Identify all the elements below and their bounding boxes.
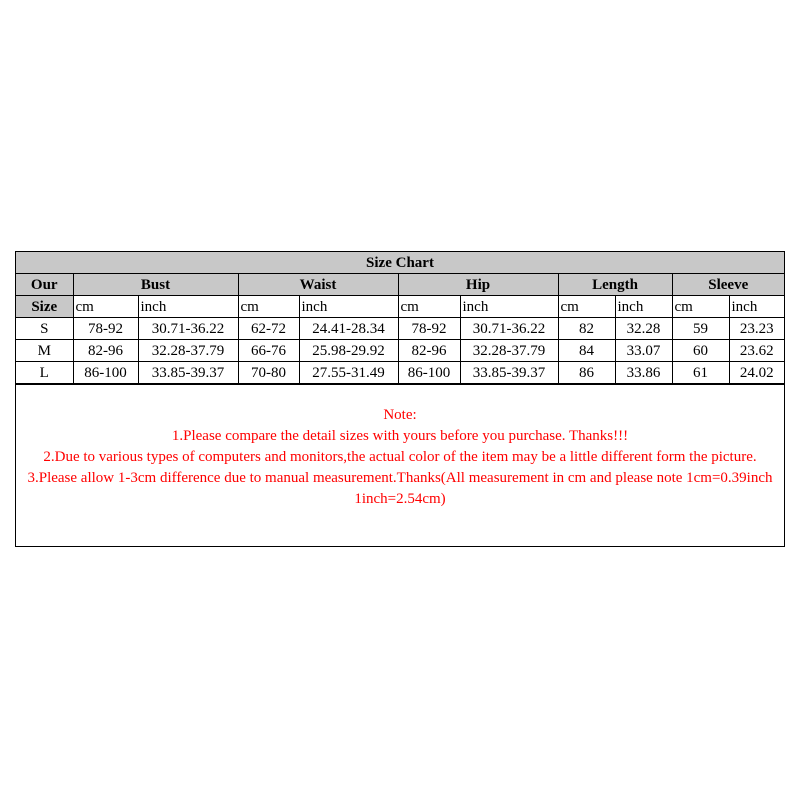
group-waist: Waist xyxy=(238,274,398,296)
unit-cm: cm xyxy=(558,296,615,318)
note-line-2: 2.Due to various types of computers and monitors,the actual color of the item may be a little different form the picture. xyxy=(43,449,757,465)
notes-section xyxy=(16,384,784,546)
unit-cm: cm xyxy=(672,296,729,318)
table-cell: 86-100 xyxy=(73,362,138,384)
unit-inch: inch xyxy=(729,296,784,318)
table-cell: 25.98-29.92 xyxy=(299,340,398,362)
table-cell: 30.71-36.22 xyxy=(138,318,238,340)
table-cell: 32.28-37.79 xyxy=(138,340,238,362)
our-size-bottom: Size xyxy=(16,296,73,318)
table-cell: 62-72 xyxy=(238,318,299,340)
table-cell: 78-92 xyxy=(73,318,138,340)
chart-title: Size Chart xyxy=(16,252,784,274)
table-cell: 33.07 xyxy=(615,340,672,362)
unit-cm: cm xyxy=(238,296,299,318)
table-cell: 33.85-39.37 xyxy=(460,362,558,384)
table-cell: 84 xyxy=(558,340,615,362)
table-cell: 24.41-28.34 xyxy=(299,318,398,340)
table-row xyxy=(16,318,784,340)
note-line-3: 3.Please allow 1-3cm difference due to manual measurement.Thanks(All measurement in cm and please note 1cm=0.39inch 1inch=2.54cm) xyxy=(27,470,773,507)
table-cell: 82 xyxy=(558,318,615,340)
note-heading: Note: xyxy=(383,407,417,423)
unit-inch: inch xyxy=(460,296,558,318)
unit-cm: cm xyxy=(73,296,138,318)
table-cell: 86-100 xyxy=(398,362,460,384)
table-row xyxy=(16,362,784,384)
size-label: S xyxy=(16,318,73,340)
table-cell: 82-96 xyxy=(398,340,460,362)
table-cell: 32.28 xyxy=(615,318,672,340)
unit-inch: inch xyxy=(138,296,238,318)
note-line-1: 1.Please compare the detail sizes with yours before you purchase. Thanks!!! xyxy=(171,428,629,444)
group-header-row xyxy=(16,274,784,296)
table-cell: 32.28-37.79 xyxy=(460,340,558,362)
group-hip: Hip xyxy=(398,274,558,296)
size-label: L xyxy=(16,362,73,384)
size-label: M xyxy=(16,340,73,362)
group-length: Length xyxy=(558,274,672,296)
unit-inch: inch xyxy=(299,296,398,318)
table-cell: 60 xyxy=(672,340,729,362)
size-chart xyxy=(15,251,785,547)
table-cell: 33.86 xyxy=(615,362,672,384)
table-cell: 61 xyxy=(672,362,729,384)
table-cell: 23.23 xyxy=(729,318,784,340)
group-bust: Bust xyxy=(73,274,238,296)
unit-header-row xyxy=(16,296,784,318)
table-cell: 24.02 xyxy=(729,362,784,384)
table-cell: 66-76 xyxy=(238,340,299,362)
size-table xyxy=(16,252,784,384)
table-cell: 59 xyxy=(672,318,729,340)
title-row xyxy=(16,252,784,274)
table-cell: 33.85-39.37 xyxy=(138,362,238,384)
our-size-top: Our xyxy=(16,274,73,296)
table-cell: 82-96 xyxy=(73,340,138,362)
table-cell: 70-80 xyxy=(238,362,299,384)
unit-cm: cm xyxy=(398,296,460,318)
table-cell: 30.71-36.22 xyxy=(460,318,558,340)
unit-inch: inch xyxy=(615,296,672,318)
table-row xyxy=(16,340,784,362)
group-sleeve: Sleeve xyxy=(672,274,784,296)
table-cell: 23.62 xyxy=(729,340,784,362)
table-cell: 27.55-31.49 xyxy=(299,362,398,384)
table-cell: 86 xyxy=(558,362,615,384)
table-cell: 78-92 xyxy=(398,318,460,340)
